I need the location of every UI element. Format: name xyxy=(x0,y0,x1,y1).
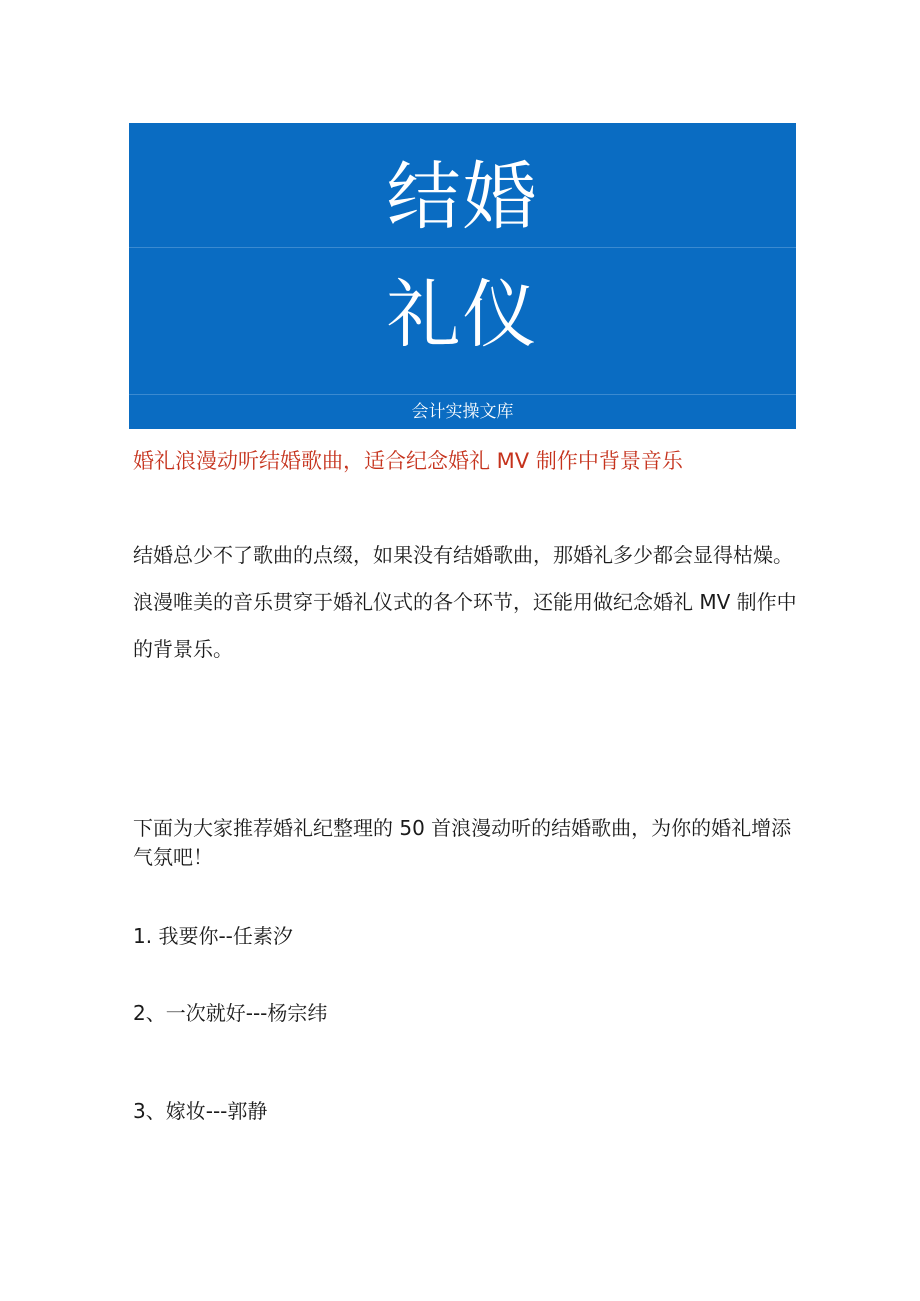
recommend-paragraph: 下面为大家推荐婚礼纪整理的 50 首浪漫动听的结婚歌曲，为你的婚礼增添气氛吧！ xyxy=(133,816,792,869)
article-headline: 婚礼浪漫动听结婚歌曲，适合纪念婚礼 MV 制作中背景音乐 xyxy=(133,449,683,473)
cover-title-row-2 xyxy=(129,248,796,395)
cover-title-line-1: 结婚 xyxy=(386,154,539,240)
song-item-2: 2、一次就好---杨宗纬 xyxy=(133,1001,328,1025)
cover-title-line-2: 礼仪 xyxy=(386,272,539,358)
song-item-1: 1. 我要你--任素汐 xyxy=(133,924,293,948)
cover-title-row-1 xyxy=(129,123,796,248)
song-item-3: 3、嫁妆---郭静 xyxy=(133,1099,268,1123)
intro-paragraph: 结婚总少不了歌曲的点缀，如果没有结婚歌曲，那婚礼多少都会显得枯燥。浪漫唯美的音乐贯穿于婚礼仪式的各个环节，还能用做纪念婚礼 MV 制作中的背景乐。 xyxy=(133,543,797,661)
cover-subtitle-row xyxy=(129,395,796,429)
cover-subtitle: 会计实操文库 xyxy=(411,401,514,422)
cover-banner xyxy=(129,123,796,429)
